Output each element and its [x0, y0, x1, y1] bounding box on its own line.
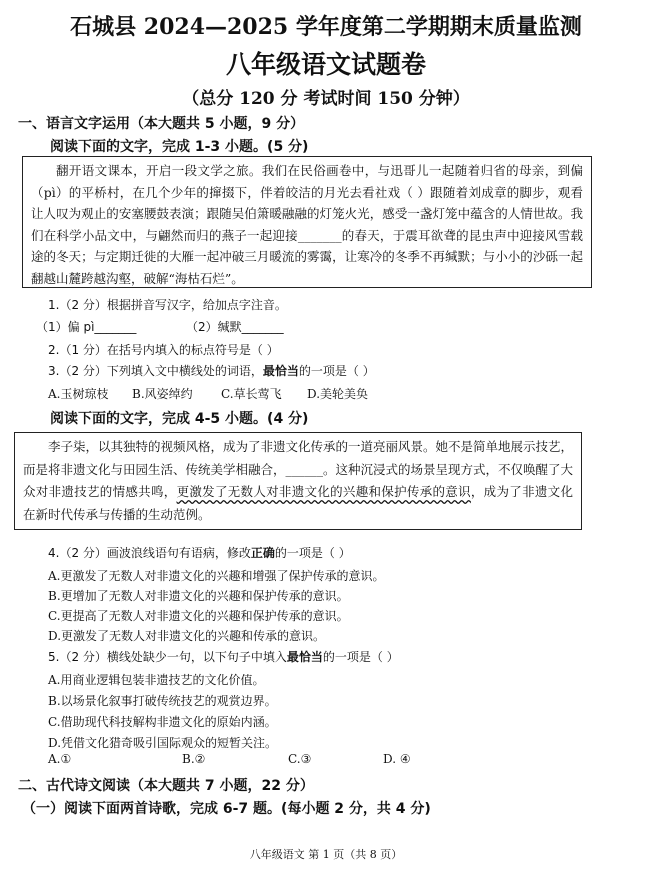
question-2: 2.（1 分）在括号内填入的标点符号是（ ）	[48, 343, 279, 357]
question-3	[48, 362, 375, 379]
section2-heading: 二、古代诗文阅读（本大题共 7 小题，22 分）	[18, 778, 314, 794]
question-5-option-a: A.①	[48, 752, 72, 766]
passage-2-text-end: ，成为了非遗文化在新时代传承与传播的生动范例。	[23, 484, 573, 522]
question-4-option-d: D.更激发了无数人对非遗文化的兴趣和传承的意识。	[48, 629, 326, 643]
question-5-item-1: A.用商业逻辑包装非遗技艺的文化价值。	[48, 673, 265, 687]
question-5-emphasis: 最恰当	[286, 650, 323, 664]
page-footer: 八年级语文 第 1 页（共 8 页）	[249, 848, 403, 861]
question-5-item-4: D.凭借文化猎奇吸引国际观众的短暂关注。	[48, 736, 278, 750]
section2-sub-instruction: （一）阅读下面两首诗歌，完成 6-7 题。(每小题 2 分，共 4 分)	[22, 801, 431, 817]
question-1-part-b: （2）缄默_______	[186, 320, 284, 334]
question-3-option-c: C.草长莺飞	[221, 387, 282, 401]
question-5-option-d: D. ④	[383, 752, 411, 766]
question-5-text-end: 的一项是（ ）	[322, 650, 399, 664]
exam-title-line2: 八年级语文试题卷	[225, 50, 426, 79]
question-5-item-2: B.以场景化叙事打破传统技艺的观赏边界。	[48, 694, 277, 708]
read-instruction-2: 阅读下面的文字，完成 4-5 小题。(4 分)	[50, 411, 309, 427]
question-1-part-a: （1）偏 pì_______	[36, 320, 137, 334]
question-5-text: 5.（2 分）横线处缺少一句，以下句子中填入	[48, 650, 287, 664]
question-5-option-c: C.③	[288, 752, 312, 766]
question-4	[48, 544, 351, 561]
section1-heading: 一、语言文字运用（本大题共 5 小题，9 分）	[18, 116, 305, 132]
read-instruction-1: 阅读下面的文字，完成 1-3 小题。(5 分)	[50, 139, 309, 155]
question-3-option-b: B.风姿绰约	[132, 387, 193, 401]
passage-2-box	[14, 432, 582, 530]
question-4-emphasis: 正确	[250, 546, 275, 560]
exam-title-line1: 石城县 2024—2025 学年度第二学期期末质量监测	[70, 14, 582, 40]
question-3-emphasis: 最恰当	[262, 364, 299, 378]
question-5-option-b: B.②	[182, 752, 206, 766]
question-4-text: 4.（2 分）画波浪线语句有语病，修改	[48, 546, 251, 560]
question-4-option-a: A.更激发了无数人对非遗文化的兴趣和增强了保护传承的意识。	[48, 569, 385, 583]
question-3-option-a: A.玉树琼枝	[48, 387, 109, 401]
question-4-text-end: 的一项是（ ）	[274, 546, 351, 560]
question-4-option-c: C.更提高了无数人对非遗文化的兴趣和保护传承的意识。	[48, 609, 349, 623]
wavy-underlined-sentence: 更激发了无数人对非遗文化的兴趣和保护传承的意识	[176, 484, 471, 499]
question-1: 1.（2 分）根据拼音写汉字，给加点字注音。	[48, 298, 287, 312]
question-3-option-d: D.美轮美奂	[307, 387, 369, 401]
passage-2-text-start: 李子柒，以其独特的视频风格，成为了非遗文化传承的一道亮丽风景。她不是简单地展示技艺，而是将非遗文化与田园生活、传统美学相融合，______。这种沉浸式的场景呈现方式，不仅唤醒了大众对非遗技艺的情感共鸣，	[23, 439, 574, 499]
question-3-text-end: 的一项是（ ）	[298, 364, 375, 378]
passage-1-text: 翻开语文课本，开启一段文学之旅。我们在民俗画卷中，与迅哥儿一起随着归省的母亲，到偏（pì）的平桥村，在几个少年的撺掇下，伴着皎洁的月光去看社戏（ ）跟随着刘成章的脚步，观看让人叹为观止的安塞腰鼓表演；跟随吴伯箫暖融融的灯笼火光，感受一盏灯笼中蕴含的人情世故。我们在科学小品文中，与翩然而归的燕子一起迎接_______的春天，于震耳欲聋的昆虫声中迎接风雪载途的冬天；与定期迁徙的大雁一起冲破三月暖流的雾霭，让寒冷的冬季不再缄默；与小小的沙砾一起翻越山麓跨越沟壑，破解“海枯石烂”。	[31, 163, 583, 286]
question-3-text: 3.（2 分）下列填入文中横线处的词语，	[48, 364, 263, 378]
passage-1-box	[22, 156, 592, 288]
question-4-option-b: B.更增加了无数人对非遗文化的兴趣和保护传承的意识。	[48, 589, 349, 603]
question-5	[48, 648, 399, 665]
exam-info: （总分 120 分 考试时间 150 分钟）	[182, 89, 470, 109]
question-5-item-3: C.借助现代科技解构非遗文化的原始内涵。	[48, 715, 277, 729]
passage-2-text	[23, 436, 573, 526]
